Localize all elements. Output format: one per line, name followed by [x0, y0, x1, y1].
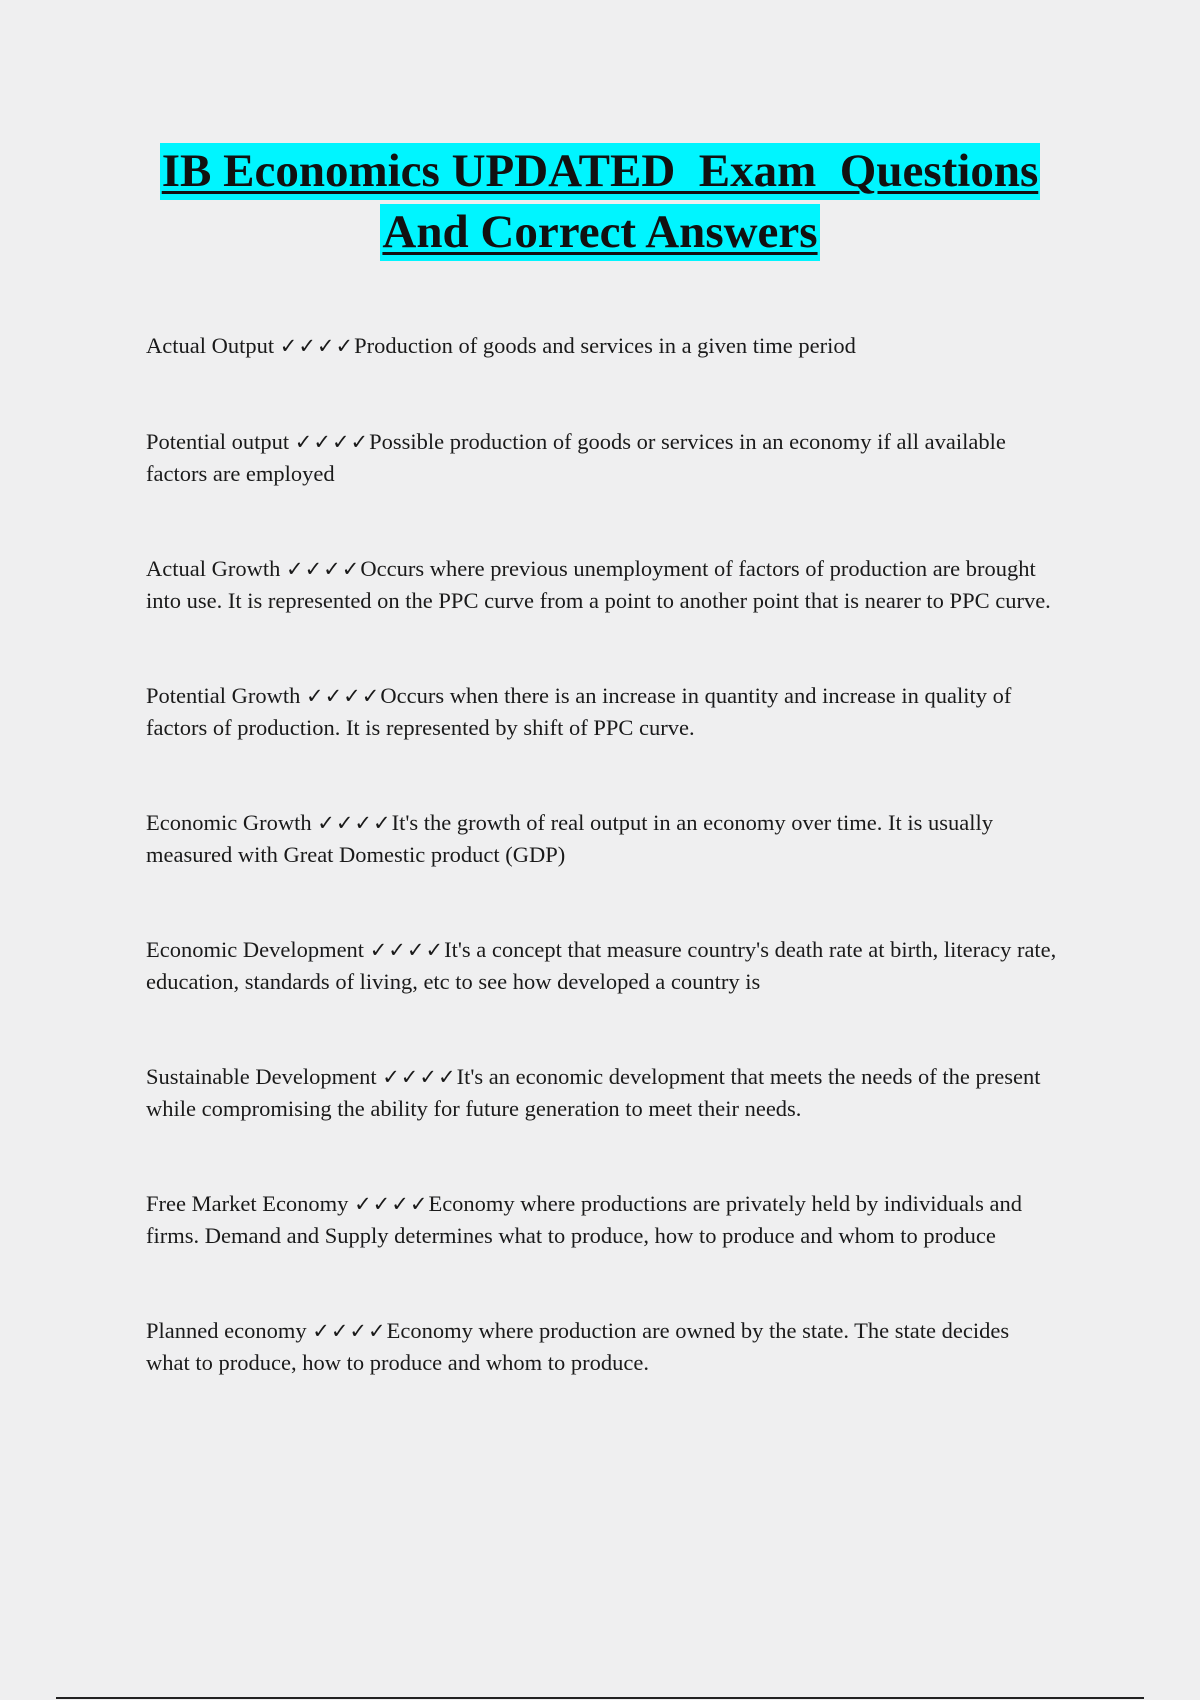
entry-definition: Economy where production are owned by the state. The state decides what to produce, how to produce and whom to produce.: [146, 1318, 1010, 1375]
qa-entry-economic-growth: [146, 807, 1058, 870]
qa-entry-free-market-economy: [146, 1188, 1058, 1251]
qa-entry-actual-growth: [146, 553, 1058, 616]
qa-entry-potential-output: [146, 426, 1058, 489]
entry-definition: It's an economic development that meets the needs of the present while compromising the ability for future generation to meet their needs.: [146, 1064, 1041, 1121]
page-bottom-rule: [56, 1697, 1144, 1699]
check-marks: ✓✓✓✓: [317, 811, 392, 835]
qa-entry-economic-development: [146, 934, 1058, 997]
entry-term: Potential output: [146, 429, 290, 454]
qa-entry-potential-growth: [146, 680, 1058, 743]
entry-term: Sustainable Development: [146, 1064, 377, 1089]
entry-definition: Production of goods and services in a given time period: [354, 333, 856, 358]
check-marks: ✓✓✓✓: [312, 1319, 387, 1343]
entry-term: Actual Growth: [146, 556, 281, 581]
entry-term: Actual Output: [146, 333, 275, 358]
title-line-2: And Correct Answers: [380, 204, 819, 261]
entry-term: Potential Growth: [146, 683, 301, 708]
check-marks: ✓✓✓✓: [382, 1065, 457, 1089]
qa-entry-actual-output: [146, 330, 1058, 362]
qa-list: [146, 330, 1058, 1442]
entry-definition: Occurs when there is an increase in quantity and increase in quality of factors of production. It is represented by shift of PPC curve.: [146, 683, 1012, 740]
check-marks: ✓✓✓✓: [285, 557, 361, 581]
entry-definition: It's a concept that measure country's death rate at birth, literacy rate, education, standards of living, etc to see how developed a country is: [146, 937, 1057, 994]
entry-definition: It's the growth of real output in an economy over time. It is usually measured with Great Domestic product (GDP): [146, 810, 994, 867]
check-marks: ✓✓✓✓: [279, 334, 355, 358]
entry-term: Free Market Economy: [146, 1191, 349, 1216]
title-line-1: IB Economics UPDATED Exam Questions: [160, 143, 1041, 200]
entry-term: Planned economy: [146, 1318, 307, 1343]
check-marks: ✓✓✓✓: [369, 938, 445, 962]
qa-entry-planned-economy: [146, 1315, 1058, 1378]
check-marks: ✓✓✓✓: [354, 1192, 429, 1216]
document-title: [0, 143, 1200, 265]
check-marks: ✓✓✓✓: [305, 684, 381, 708]
qa-entry-sustainable-development: [146, 1061, 1058, 1124]
entry-definition: Economy where productions are privately held by individuals and firms. Demand and Supply determines what to produce, how to produce and whom to produce: [146, 1191, 1023, 1248]
entry-term: Economic Development: [146, 937, 365, 962]
check-marks: ✓✓✓✓: [294, 430, 370, 454]
entry-definition: Occurs where previous unemployment of factors of production are brought into use. It is represented on the PPC curve from a point to another point that is nearer to PPC curve.: [146, 556, 1051, 613]
entry-definition: Possible production of goods or services in an economy if all available factors are employed: [146, 429, 1006, 486]
entry-term: Economic Growth: [146, 810, 312, 835]
